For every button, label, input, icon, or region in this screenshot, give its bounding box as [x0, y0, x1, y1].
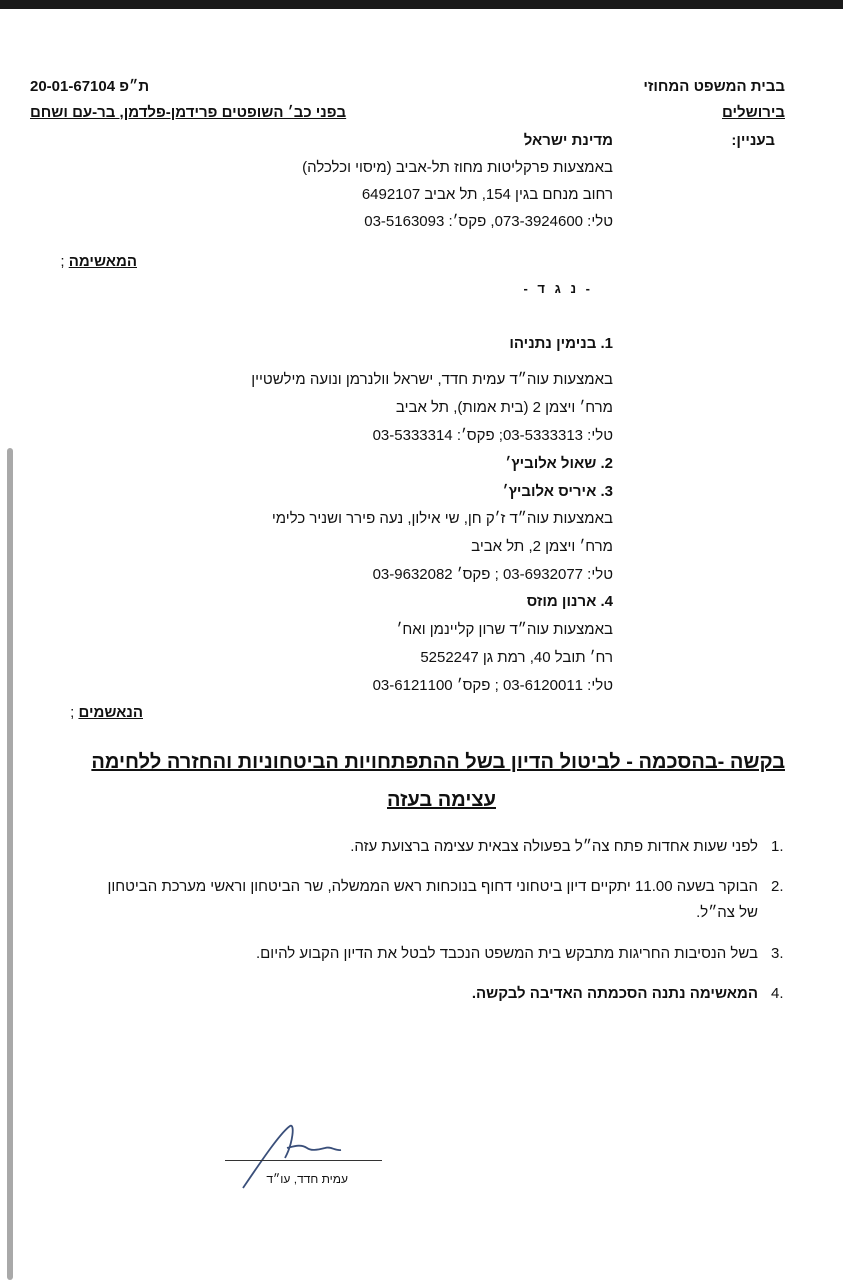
item-text: בשל הנסיבות החריגות מתבקש בית המשפט הנכבד לבטל את הדיון הקבוע להיום.	[255, 945, 758, 962]
top-bar	[0, 0, 843, 9]
role-label: הנאשמים	[78, 704, 143, 721]
defendant-line: מרח׳ ויצמן 2, תל אביב	[471, 538, 613, 555]
defendants-role	[70, 703, 143, 723]
item-text: המאשימה נתנה הסכמתה האדיבה לבקשה.	[471, 985, 758, 1002]
defendant-line: באמצעות עוה״ד עמית חדד, ישראל וולנרמן ונועה מילשטיין	[251, 371, 613, 388]
court-city: בירושלים	[722, 104, 785, 121]
plaintiff-name: מדינת ישראל	[523, 132, 613, 149]
signature-line	[225, 1160, 382, 1161]
role-suffix: ;	[70, 704, 75, 721]
versus: - נ ג ד -	[523, 281, 593, 296]
court-name: בבית המשפט המחוזי	[643, 78, 785, 95]
plaintiff-line: באמצעות פרקליטות מחוז תל-אביב (מיסוי וכלכלה)	[302, 159, 613, 176]
defendant-line: טלי: 03-5333313; פקס׳: 03-5333314	[372, 427, 613, 444]
item-number: 4.	[771, 985, 784, 1002]
defendant-line: טלי: 03-6932077 ; פקס׳ 03-9632082	[372, 566, 613, 583]
item-number: 3.	[771, 945, 784, 962]
defendant-line: טלי: 03-6120011 ; פקס׳ 03-6121100	[372, 677, 613, 694]
plaintiff-role	[60, 252, 137, 272]
defendant-3-name: 3. איריס אלוביץ׳	[502, 483, 613, 500]
in-the-matter-label: בעניין:	[731, 132, 775, 149]
scrollbar[interactable]	[7, 448, 13, 1280]
item-number: 1.	[771, 838, 784, 855]
plaintiff-line: רחוב מנחם בגין 154, תל אביב 6492107	[361, 186, 613, 203]
request-title: בקשה -בהסכמה - לביטול הדיון בשל ההתפתחויות הביטחוניות והחזרה ללחימה	[91, 751, 785, 773]
case-number: ת״פ 20-01-67104	[30, 78, 150, 95]
defendant-1-name: 1. בנימין נתניהו	[509, 335, 613, 352]
defendant-line: מרח׳ ויצמן 2 (בית אמות), תל אביב	[395, 399, 613, 416]
role-suffix: ;	[60, 253, 65, 270]
defendant-line: רח׳ תובל 40, רמת גן 5252247	[420, 649, 613, 666]
signatory-name: עמית חדד, עו״ד	[266, 1172, 348, 1186]
defendant-line: באמצעות עוה״ד ז׳ק חן, שי אילון, נעה פירר ושניר כלימי	[271, 510, 613, 527]
item-text: הבוקר בשעה 11.00 יתקיים דיון ביטחוני דחוף בנוכחות ראש הממשלה, שר הביטחון וראשי מערכת הביטחון	[107, 878, 758, 895]
defendant-line: באמצעות עוה״ד שרון קליינמן ואח׳	[396, 621, 613, 638]
item-text: לפני שעות אחדות פתח צה״ל בפעולה צבאית עצימה ברצועת עזה.	[350, 838, 758, 855]
judges: בפני כב׳ השופטים פרידמן-פלדמן, בר-עם ושחם	[30, 104, 347, 121]
item-text-cont: של צה״ל.	[696, 904, 758, 921]
request-title-line2: עצימה בעזה	[387, 789, 496, 811]
item-number: 2.	[771, 878, 784, 895]
role-label: המאשימה	[68, 253, 137, 270]
defendant-4-name: 4. ארנון מוזס	[526, 593, 613, 610]
defendant-2-name: 2. שאול אלוביץ׳	[505, 455, 613, 472]
plaintiff-line: טלי: 073-3924600, פקס׳: 03-5163093	[364, 213, 613, 230]
